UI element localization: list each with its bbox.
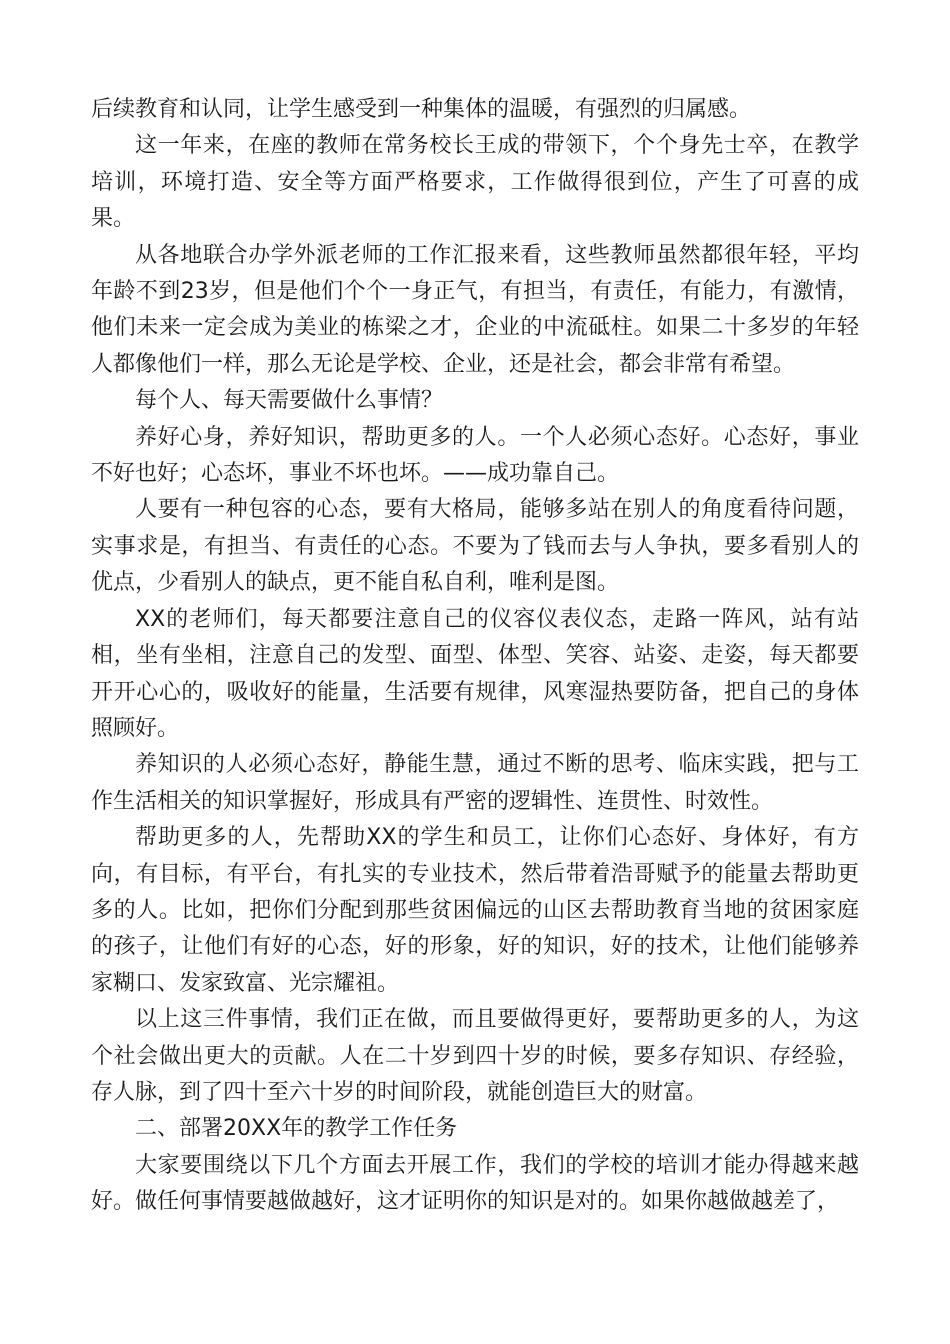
paragraph-tolerance: 人要有一种包容的心态，要有大格局，能够多站在别人的角度看待问题，实事求是，有担当、有责任的心态。不要为了钱而去与人争执，要多看别人的优点，少看别人的缺点，更不能自私自利，唯利是图。 [91, 497, 859, 596]
document-body [91, 92, 859, 1221]
paragraph-appearance: XX的老师们，每天都要注意自己的仪容仪表仪态，走路一阵风，站有站相，坐有坐相，注意自己的发型、面型、体型、笑容、站姿、走姿，每天都要开开心心的，吸收好的能量，生活要有规律，风寒湿热要防备，把自己的身体照顾好。 [91, 606, 859, 741]
paragraph-teachers-achievements: 这一年来，在座的教师在常务校长王成的带领下，个个身先士卒，在教学培训，环境打造、安全等方面严格要求，工作做得很到位，产生了可喜的成果。 [91, 133, 859, 232]
paragraph-mindset: 养好心身，养好知识，帮助更多的人。一个人必须心态好。心态好，事业不好也好；心态坏，事业不坏也坏。——成功靠自己。 [91, 424, 859, 487]
paragraph-dispatched-teachers: 从各地联合办学外派老师的工作汇报来看，这些教师虽然都很年轻，平均年龄不到23岁，但是他们个个一身正气，有担当，有责任，有能力，有激情，他们未来一定会成为美业的栋梁之才，企业的中流砥柱。如果二十多岁的年轻人都像他们一样，那么无论是学校、企业，还是社会，都会非常有希望。 [91, 242, 859, 377]
paragraph-knowledge: 养知识的人必须心态好，静能生慧，通过不断的思考、临床实践，把与工作生活相关的知识掌握好，形成具有严密的逻辑性、连贯性、时效性。 [91, 752, 859, 814]
paragraph-three-things: 以上这三件事情，我们正在做，而且要做得更好，要帮助更多的人，为这个社会做出更大的贡献。人在二十岁到四十岁的时候，要多存知识、存经验，存人脉，到了四十至六十岁的时间阶段，就能创造巨大的财富。 [91, 1007, 859, 1105]
paragraph-continuation: 后续教育和认同，让学生感受到一种集体的温暖，有强烈的归属感。 [91, 97, 752, 122]
section-heading-2: 二、部署20XX年的教学工作任务 [135, 1116, 458, 1142]
paragraph-daily-question: 每个人、每天需要做什么事情？ [135, 388, 444, 414]
paragraph-help-others: 帮助更多的人，先帮助XX的学生和员工，让你们心态好、身体好，有方向，有目标，有平台，有扎实的专业技术，然后带着浩哥赋予的能量去帮助更多的人。比如，把你们分配到那些贫困偏远的山区去帮助教育当地的贫困家庭的孩子，让他们有好的心态，好的形象，好的知识，好的技术，让他们能够养家糊口、发家致富、光宗耀祖。 [91, 825, 859, 996]
paragraph-work-directions: 大家要围绕以下几个方面去开展工作，我们的学校的培训才能办得越来越好。做任何事情要越做越好，这才证明你的知识是对的。如果你越做越差了， [91, 1152, 859, 1215]
